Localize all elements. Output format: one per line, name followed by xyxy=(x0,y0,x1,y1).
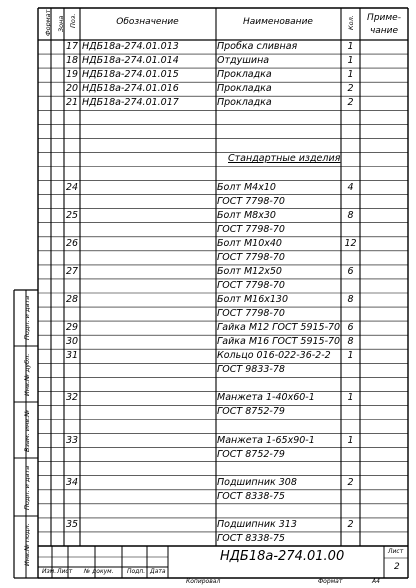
row-qty: 1 xyxy=(347,350,354,362)
row-qty: 2 xyxy=(347,518,354,530)
row-name: ГОСТ 8338-75 xyxy=(217,532,285,544)
row-name: Болт М10х40 xyxy=(217,237,282,249)
row-name: ГОСТ 8752-79 xyxy=(217,406,285,418)
row-pos: 35 xyxy=(65,518,79,530)
row-name: Манжета 1-65х90-1 xyxy=(217,434,315,446)
row-name: Манжета 1-40х60-1 xyxy=(217,392,315,404)
row-name: Отдушина xyxy=(217,55,270,67)
side-label-1: Подп. и дата xyxy=(23,295,31,340)
row-name: Гайка М12 ГОСТ 5915-70 xyxy=(217,322,341,334)
row-qty: 8 xyxy=(347,336,354,348)
row-name: ГОСТ 9833-78 xyxy=(217,364,285,376)
row-qty: 8 xyxy=(347,294,354,306)
row-name: Болт М12х50 xyxy=(217,265,282,277)
tb-sheet-number: 2 xyxy=(394,562,400,572)
row-name: ГОСТ 7798-70 xyxy=(217,279,285,291)
side-label-4: Подп. и дата xyxy=(23,465,31,510)
row-pos: 17 xyxy=(65,41,79,53)
row-qty: 1 xyxy=(347,392,354,404)
row-pos: 26 xyxy=(65,237,79,249)
tb-col-list: Лист xyxy=(57,568,73,575)
side-label-3: Взам. инв.№ xyxy=(23,409,31,452)
row-qty: 4 xyxy=(347,181,354,193)
header-format: Формат xyxy=(44,9,52,36)
row-name: Болт М8х30 xyxy=(217,209,276,221)
row-name: ГОСТ 8338-75 xyxy=(217,490,285,502)
row-pos: 19 xyxy=(65,69,79,81)
row-qty: 6 xyxy=(347,265,354,277)
row-qty: 2 xyxy=(347,476,354,488)
row-pos: 28 xyxy=(65,294,79,306)
tb-col-sign: Подп. xyxy=(127,568,146,575)
row-name: Подшипник 308 xyxy=(217,476,297,488)
header-note-line1: Приме- xyxy=(367,13,401,23)
tb-designation: НДБ18а-274.01.00 xyxy=(220,549,345,564)
side-label-5: Инв.№ подл. xyxy=(23,523,31,566)
row-pos: 21 xyxy=(65,97,79,109)
row-qty: 2 xyxy=(347,83,354,95)
side-label-2: Инв.№ дубл. xyxy=(23,353,31,396)
row-pos: 30 xyxy=(65,336,79,348)
row-name: ГОСТ 8752-79 xyxy=(217,448,285,460)
row-name: Стандартные изделия xyxy=(228,153,341,165)
row-qty: 8 xyxy=(347,209,354,221)
row-pos: 34 xyxy=(65,476,79,488)
tb-col-izm: Изм. xyxy=(42,568,57,575)
row-qty: 1 xyxy=(347,69,354,81)
row-pos: 20 xyxy=(65,83,79,95)
row-designation: НДБ18а-274.01.016 xyxy=(82,83,179,95)
row-designation: НДБ18а-274.01.015 xyxy=(82,69,179,81)
row-pos: 24 xyxy=(65,181,79,193)
row-qty: 12 xyxy=(344,237,357,249)
tb-sheet-label: Лист xyxy=(388,548,404,555)
row-name: ГОСТ 7798-70 xyxy=(217,251,285,263)
footer-format-label: Формат xyxy=(318,578,343,585)
row-qty: 6 xyxy=(347,322,354,334)
header-note-line2: чание xyxy=(369,26,399,36)
header-qty: Кол. xyxy=(347,15,355,30)
header-designation: Обозначение xyxy=(116,17,179,27)
row-pos: 32 xyxy=(65,392,79,404)
tb-col-doc: № докум. xyxy=(84,568,114,575)
row-name: Прокладка xyxy=(217,83,272,95)
row-qty: 1 xyxy=(347,41,354,53)
row-designation: НДБ18а-274.01.013 xyxy=(82,41,179,53)
row-name: Кольцо 016-022-36-2-2 xyxy=(217,350,331,362)
row-pos: 25 xyxy=(65,209,79,221)
row-name: Подшипник 313 xyxy=(217,518,297,530)
row-name: ГОСТ 7798-70 xyxy=(217,308,285,320)
tb-col-date: Дата xyxy=(150,568,166,575)
header-zone: Зона xyxy=(57,15,65,32)
row-name: Пробка сливная xyxy=(217,41,298,53)
row-pos: 33 xyxy=(65,434,79,446)
row-name: ГОСТ 7798-70 xyxy=(217,195,285,207)
row-pos: 31 xyxy=(65,350,79,362)
row-name: Болт М4х10 xyxy=(217,181,276,193)
row-pos: 18 xyxy=(65,55,79,67)
row-name: Прокладка xyxy=(217,69,272,81)
header-name: Наименование xyxy=(243,17,313,27)
row-name: Прокладка xyxy=(217,97,272,109)
row-pos: 27 xyxy=(65,265,79,277)
header-pos: Поз. xyxy=(69,13,77,28)
row-qty: 2 xyxy=(347,97,354,109)
row-name: Гайка М16 ГОСТ 5915-70 xyxy=(217,336,341,348)
row-qty: 1 xyxy=(347,434,354,446)
row-name: ГОСТ 7798-70 xyxy=(217,223,285,235)
row-designation: НДБ18а-274.01.014 xyxy=(82,55,179,67)
row-qty: 1 xyxy=(347,55,354,67)
footer-copied: Копировал xyxy=(186,578,221,585)
footer-format-value: А4 xyxy=(372,578,380,585)
row-designation: НДБ18а-274.01.017 xyxy=(82,97,179,109)
row-pos: 29 xyxy=(65,322,79,334)
row-name: Болт М16х130 xyxy=(217,294,288,306)
